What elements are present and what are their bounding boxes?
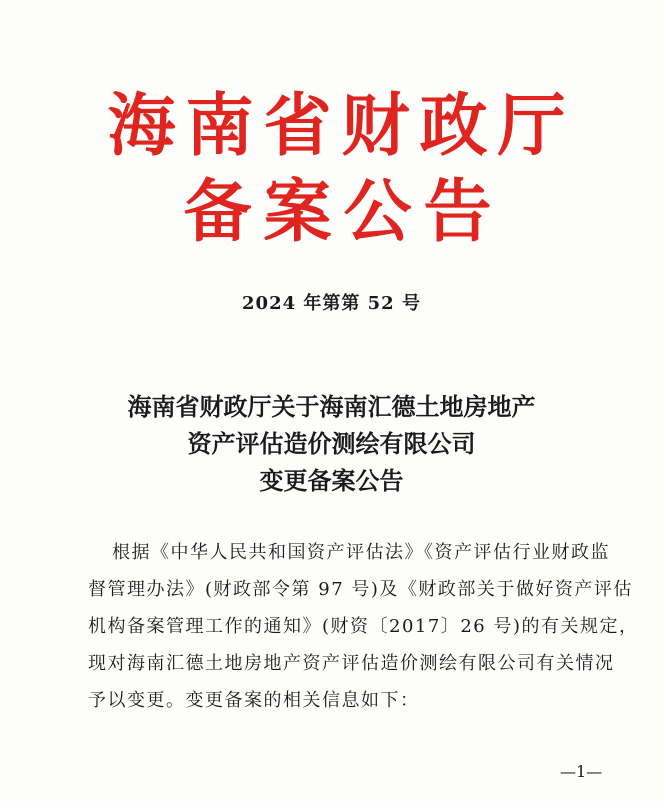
title-line: 资产评估造价测绘有限公司 (187, 429, 476, 458)
title-line: 海南省财政厅关于海南汇德土地房地产 (127, 392, 536, 421)
body-paragraph (88, 534, 639, 719)
body-line: 机构备案管理工作的通知》(财资〔2017〕26 号)的有关规定， (88, 616, 639, 637)
document-number: 2024 年第第 52 号 (242, 293, 421, 314)
body-line: 现对海南汇德土地房地产资产评估造价测绘有限公司有关情况 (88, 653, 615, 674)
masthead-doc-type: 备案公告 (183, 172, 504, 252)
title-line: 变更备案公告 (259, 466, 404, 495)
masthead-issuer: 海南省财政厅 (107, 86, 576, 166)
page-number: —1— (560, 762, 603, 781)
body-line: 督管理办法》(财政部令第 97 号)及《财政部关于做好资产评估 (88, 579, 633, 600)
document-title (60, 388, 603, 499)
body-line: 根据《中华人民共和国资产评估法》《资产评估行业财政监 (112, 542, 610, 563)
body-line: 予以变更。变更备案的相关信息如下： (88, 690, 420, 711)
